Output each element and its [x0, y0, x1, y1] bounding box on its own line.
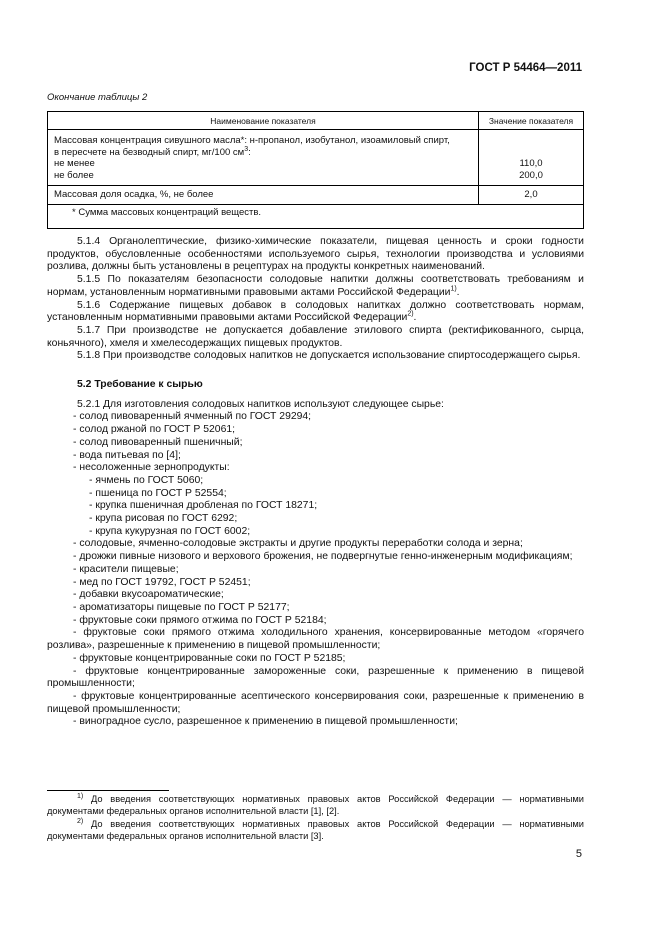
- sub-list-item: - крупка пшеничная дробленая по ГОСТ 18271;: [89, 500, 318, 512]
- list-item: - добавки вкусоароматические;: [73, 589, 224, 601]
- paragraph-5-1-6: 5.1.6 Содержание пищевых добавок в солодовых напитках должно соответствовать нормам, установленным нормативными правовыми актами Российской Федерации$^{2)}$.: [47, 299, 584, 324]
- row-value: 2,0: [479, 186, 584, 205]
- section-heading-5-2: 5.2 Требование к сырью: [77, 379, 203, 391]
- list-item: - виноградное сусло, разрешенное к применению в пищевой промышленности;: [73, 716, 458, 728]
- footnote-2: $^{2)}$ До введения соответствующих нормативных правовых актов Российской Федерации — нормативными документами федеральных органов исполнительной власти [3].: [47, 817, 585, 841]
- table-note: * Сумма массовых концентраций веществ.: [48, 204, 584, 228]
- table-row: [48, 186, 584, 205]
- list-item: - ароматизаторы пищевые по ГОСТ Р 52177;: [73, 601, 290, 613]
- list-item: - фруктовые соки прямого отжима холодильного хранения, консервированные методом «горячего розлива», разрешенные к применению в пищевой промышленности;: [47, 627, 584, 652]
- sub-list-item: - крупа рисовая по ГОСТ 6292;: [89, 513, 238, 525]
- paragraph-5-1-8: 5.1.8 При производстве солодовых напитков не допускается использование спиртосодержащего сырья.: [77, 350, 581, 362]
- row-value-min: 110,0: [519, 158, 543, 169]
- paragraph-5-2-1: 5.2.1 Для изготовления солодовых напитков используют следующее сырье:: [77, 398, 444, 410]
- document-id: ГОСТ Р 54464—2011: [469, 62, 582, 74]
- footnote-1: $^{1)}$ До введения соответствующих нормативных правовых актов Российской Федерации — нормативными документами федеральных органов исполнительной власти [1], [2].: [47, 792, 585, 816]
- indicator-table: [47, 111, 584, 229]
- paragraph-5-1-7: 5.1.7 При производстве не допускается добавление этилового спирта (ректификованного, сырца, коньячного), хмеля и хмелесодержащих пищевых продуктов.: [47, 324, 584, 349]
- body-text: [47, 236, 584, 729]
- row-value-max: 200,0: [519, 169, 543, 181]
- list-item: - фруктовые соки прямого отжима по ГОСТ Р 52184;: [73, 614, 327, 626]
- list-item: - солод ржаной по ГОСТ Р 52061;: [73, 424, 236, 436]
- table-row: [48, 130, 584, 186]
- column-header-value: Значение показателя: [479, 112, 584, 130]
- paragraph-5-1-4: 5.1.4 Органолептические, физико-химические показатели, пищевая ценность и сроки годности продуктов, обусловленные особенностями используемого сырья, технологии производства и условиями розлива, должны быть установлены в рецептурах на продукты конкретных наименований.: [47, 236, 584, 273]
- list-item: - красители пищевые;: [73, 563, 179, 575]
- list-item: - фруктовые концентрированные замороженные соки, разрешенные к применению в пищевой промышленности;: [47, 665, 584, 690]
- sub-list-item: - ячмень по ГОСТ 5060;: [89, 474, 204, 486]
- list-item: - вода питьевая по [4];: [73, 449, 181, 461]
- list-item: - солодовые, ячменно-солодовые экстракты и другие продукты переработки солода и зерна;: [73, 538, 523, 550]
- page-number: 5: [575, 848, 582, 860]
- list-item: - мед по ГОСТ 19792, ГОСТ Р 52451;: [73, 576, 251, 588]
- sub-list-item: - крупа кукурузная по ГОСТ 6002;: [89, 525, 251, 537]
- row-name-cont: в пересчете на безводный спирт, мг/100 $см^3$:: [54, 145, 251, 158]
- list-item: - солод пивоваренный ячменный по ГОСТ 29294;: [73, 411, 312, 423]
- column-header-name: Наименование показателя: [48, 112, 479, 130]
- row-sub-min: не менее: [54, 158, 95, 169]
- row-name: Массовая доля осадка, %, не более: [48, 186, 479, 205]
- table-caption: Окончание таблицы 2: [47, 92, 148, 103]
- list-item: - несоложенные зернопродукты:: [73, 462, 230, 474]
- paragraph-5-1-5: 5.1.5 По показателям безопасности солодовые напитки должны соответствовать требованиям и нормам, установленным нормативными правовыми актами Российской Федерации$^{1)}$.: [47, 274, 584, 298]
- footnote-divider: [47, 790, 169, 791]
- row-name: Массовая концентрация сивушного масла*: н-пропанол, изобутанол, изоамиловый спирт,: [54, 135, 450, 146]
- sub-list-item: - пшеница по ГОСТ Р 52554;: [89, 487, 227, 499]
- list-item: - дрожжи пивные низового и верхового брожения, не подвергнутые генно-инженерным модификациям;: [73, 551, 573, 563]
- row-sub-max: не более: [54, 169, 94, 181]
- list-item: - солод пивоваренный пшеничный;: [73, 436, 243, 448]
- list-item: - фруктовые концентрированные соки по ГОСТ Р 52185;: [73, 652, 346, 664]
- list-item: - фруктовые концентрированные асептического консервирования соки, разрешенные к применению в пищевой промышленности;: [47, 690, 584, 715]
